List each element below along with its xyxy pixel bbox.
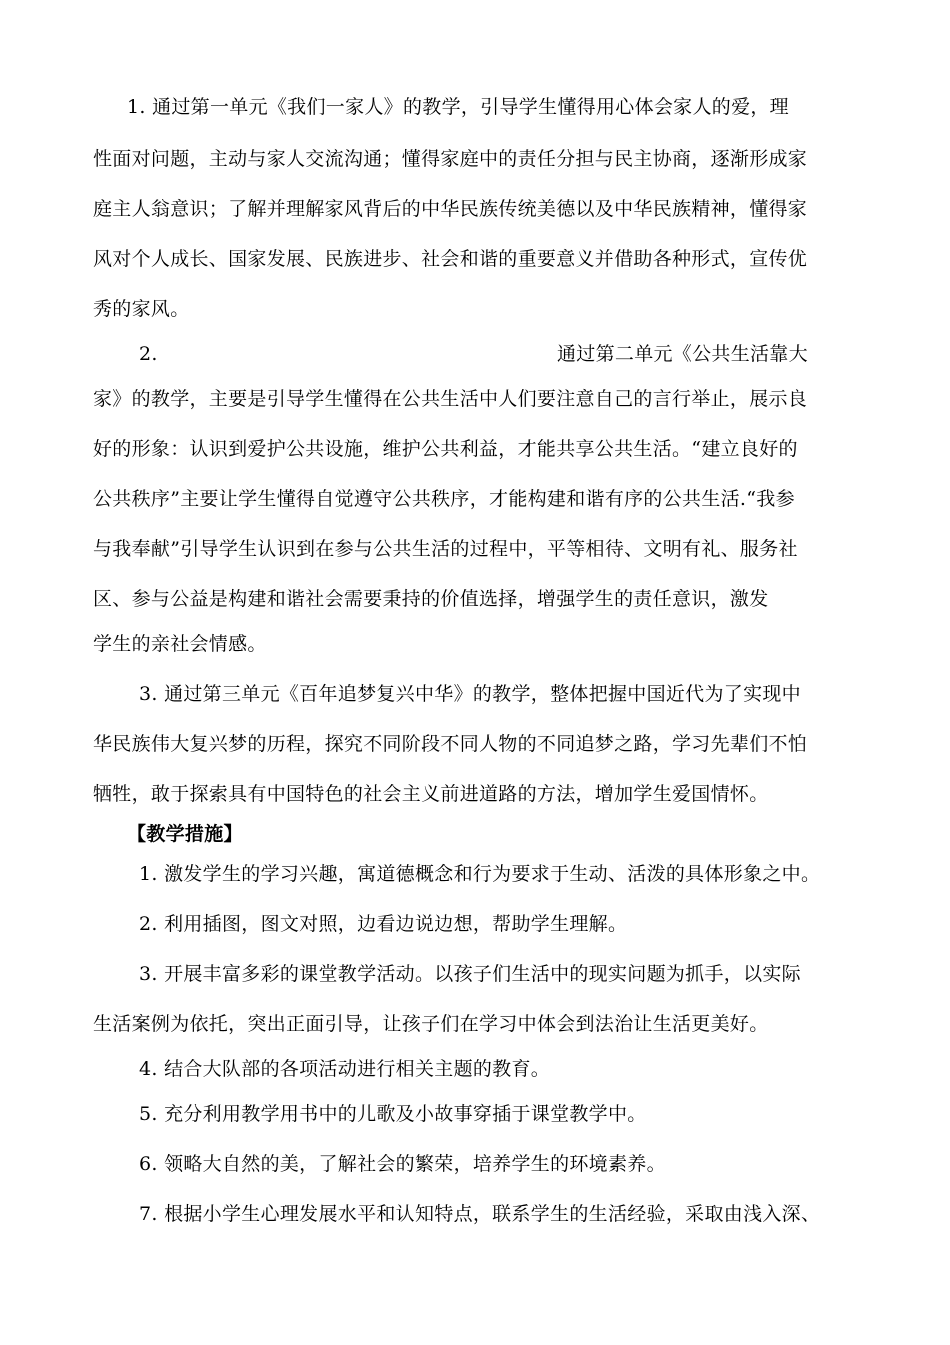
measure-7: 7. 根据小学生心理发展水平和认知特点，联系学生的生活经验，采取由浅入深、 — [139, 1203, 821, 1225]
measures-heading: 【教学措施】 — [127, 823, 243, 845]
item2-number: 2. — [139, 343, 158, 365]
measure-1: 1. 激发学生的学习兴趣，寓道德概念和行为要求于生动、活泼的具体形象之中。 — [139, 863, 821, 885]
item2-line-5: 区、参与公益是构建和谐社会需要秉持的价值选择，增强学生的责任意识，激发 — [93, 588, 769, 610]
item2-line-1: 家》的教学，主要是引导学生懂得在公共生活中人们要注意自己的言行举止，展示良 — [93, 388, 808, 410]
item3-line-3: 牺牲，敢于探索具有中国特色的社会主义前进道路的方法，增加学生爱国情怀。 — [93, 783, 769, 805]
item2-line-2: 好的形象：认识到爱护公共设施，维护公共利益，才能共享公共生活。“建立良好的 — [93, 438, 798, 460]
item3-line-1: 3. 通过第三单元《百年追梦复兴中华》的教学，整体把握中国近代为了实现中 — [139, 683, 801, 705]
item2-first-line: 通过第二单元《公共生活靠大 — [557, 343, 808, 365]
measure-3-cont: 生活案例为依托，突出正面引导，让孩子们在学习中体会到法治让生活更美好。 — [93, 1013, 769, 1035]
measure-6: 6. 领略大自然的美，了解社会的繁荣，培养学生的环境素养。 — [139, 1153, 666, 1175]
item2-line-4: 与我奉献”引导学生认识到在参与公共生活的过程中，平等相待、文明有礼、服务社 — [93, 538, 798, 560]
measure-5: 5. 充分利用教学用书中的儿歌及小故事穿插于课堂教学中。 — [139, 1103, 647, 1125]
item1-line-4: 风对个人成长、国家发展、民族进步、社会和谐的重要意义并借助各种形式，宣传优 — [93, 248, 808, 270]
measure-4: 4. 结合大队部的各项活动进行相关主题的教育。 — [139, 1058, 551, 1080]
item1-line-1: 1. 通过第一单元《我们一家人》的教学，引导学生懂得用心体会家人的爱，理 — [127, 96, 789, 118]
measure-3: 3. 开展丰富多彩的课堂教学活动。以孩子们生活中的现实问题为抓手，以实际 — [139, 963, 801, 985]
measure-2: 2. 利用插图，图文对照，边看边说边想，帮助学生理解。 — [139, 913, 628, 935]
item1-line-3: 庭主人翁意识；了解并理解家风背后的中华民族传统美德以及中华民族精神，懂得家 — [93, 198, 808, 220]
item1-line-5: 秀的家风。 — [93, 298, 190, 320]
item2-line-3: 公共秩序”主要让学生懂得自觉遵守公共秩序，才能构建和谐有序的公共生活.“我参 — [93, 488, 795, 510]
item3-line-2: 华民族伟大复兴梦的历程，探究不同阶段不同人物的不同追梦之路，学习先辈们不怕 — [93, 733, 808, 755]
item1-line-2: 性面对问题，主动与家人交流沟通；懂得家庭中的责任分担与民主协商，逐渐形成家 — [93, 148, 808, 170]
item2-line-6: 学生的亲社会情感。 — [93, 633, 267, 655]
